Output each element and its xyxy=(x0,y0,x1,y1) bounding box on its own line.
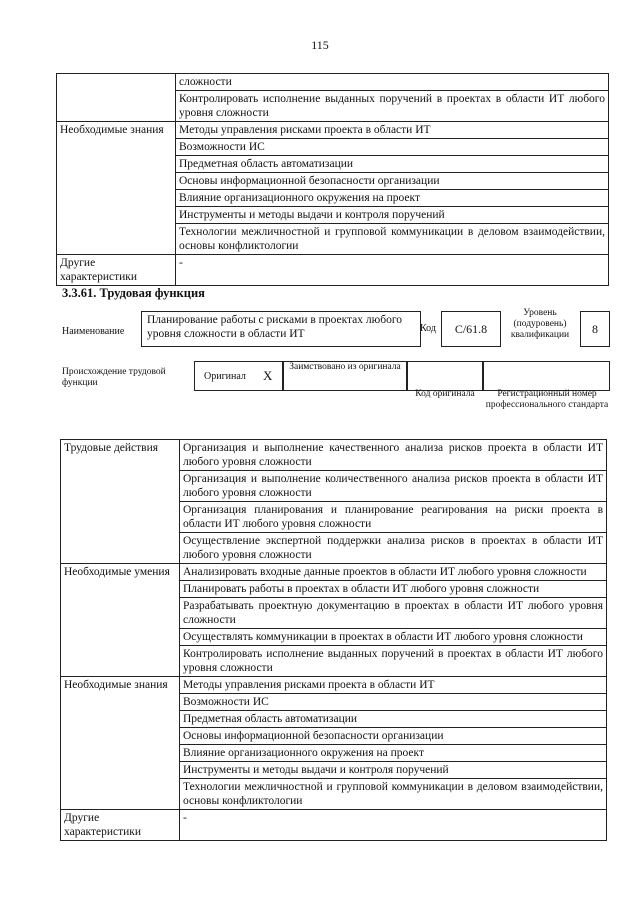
original-mark: X xyxy=(263,368,273,383)
main-requirements-table xyxy=(60,439,607,841)
table-item: Организация и выполнение количественного анализа рисков проекта в области ИТ любого уровня сложности xyxy=(180,471,607,502)
top-requirements-table xyxy=(56,73,609,286)
table-item: Технологии межличностной и групповой коммуникации в деловом взаимодействии, основы конфликтологии xyxy=(180,779,607,810)
table-item: Предметная область автоматизации xyxy=(176,156,609,173)
table-item: Разрабатывать проектную документацию в проектах в области ИТ любого уровня сложности xyxy=(180,598,607,629)
table-item: Методы управления рисками проекта в области ИТ xyxy=(176,122,609,139)
code-label: Код xyxy=(420,323,436,334)
table-item: Осуществление экспертной поддержки анализа рисков в проектах в области ИТ любого уровня сложности xyxy=(180,533,607,564)
table-item: Влияние организационного окружения на проект xyxy=(176,190,609,207)
table-item: Возможности ИС xyxy=(176,139,609,156)
page-number: 115 xyxy=(311,38,329,52)
level-value-box: 8 xyxy=(580,311,610,347)
table-label-cell: Другие характеристики xyxy=(57,255,176,286)
table-item: Организация и выполнение качественного анализа рисков проекта в области ИТ любого уровня сложности xyxy=(180,440,607,471)
table-item: Влияние организационного окружения на проект xyxy=(180,745,607,762)
function-name-box: Планирование работы с рисками в проектах любого уровня сложности в области ИТ xyxy=(141,311,421,347)
registration-number-caption: Регистрационный номер профессионального стандарта xyxy=(485,389,609,410)
original-code-caption: Код оригинала xyxy=(415,389,475,399)
borrowed-cell: Заимствовано из оригинала xyxy=(282,361,408,391)
table-item: Основы информационной безопасности организации xyxy=(176,173,609,190)
original-cell xyxy=(194,361,284,391)
original-code-cell xyxy=(406,361,484,391)
table-label-cell: Необходимые умения xyxy=(61,564,180,677)
registration-number-cell xyxy=(482,361,610,391)
level-label: Уровень (подуровень) квалификации xyxy=(510,308,570,340)
table-item: - xyxy=(180,810,607,841)
table-item: - xyxy=(176,255,609,286)
table-item: Технологии межличностной и групповой коммуникации в деловом взаимодействии, основы конфликтологии xyxy=(176,224,609,255)
table-item: Инструменты и методы выдачи и контроля поручений xyxy=(176,207,609,224)
table-item: Планировать работы в проектах в области ИТ любого уровня сложности xyxy=(180,581,607,598)
table-item: Осуществлять коммуникации в проектах в области ИТ любого уровня сложности xyxy=(180,629,607,646)
table-label-cell: Необходимые знания xyxy=(57,122,176,255)
table-item: Контролировать исполнение выданных поручений в проектах в области ИТ любого уровня сложности xyxy=(180,646,607,677)
table-item: Возможности ИС xyxy=(180,694,607,711)
code-value-box: C/61.8 xyxy=(441,311,501,347)
table-item: Предметная область автоматизации xyxy=(180,711,607,728)
table-item: Основы информационной безопасности организации xyxy=(180,728,607,745)
section-title: 3.3.61. Трудовая функция xyxy=(62,286,205,300)
table-item: Контролировать исполнение выданных поручений в проектах в области ИТ любого уровня сложности xyxy=(176,91,609,122)
table-label-cell xyxy=(57,74,176,122)
table-item: Организация планирования и планирование реагирования на риски проекта в области ИТ любого уровня сложности xyxy=(180,502,607,533)
table-label-cell: Необходимые знания xyxy=(61,677,180,810)
table-item: Методы управления рисками проекта в области ИТ xyxy=(180,677,607,694)
table-label-cell: Другие характеристики xyxy=(61,810,180,841)
table-item: Инструменты и методы выдачи и контроля поручений xyxy=(180,762,607,779)
table-label-cell: Трудовые действия xyxy=(61,440,180,564)
original-label: Оригинал xyxy=(204,371,246,382)
name-label: Наименование xyxy=(62,326,125,337)
table-item: Анализировать входные данные проектов в области ИТ любого уровня сложности xyxy=(180,564,607,581)
table-item: сложности xyxy=(176,74,609,91)
origin-label: Происхождение трудовой функции xyxy=(62,367,166,388)
